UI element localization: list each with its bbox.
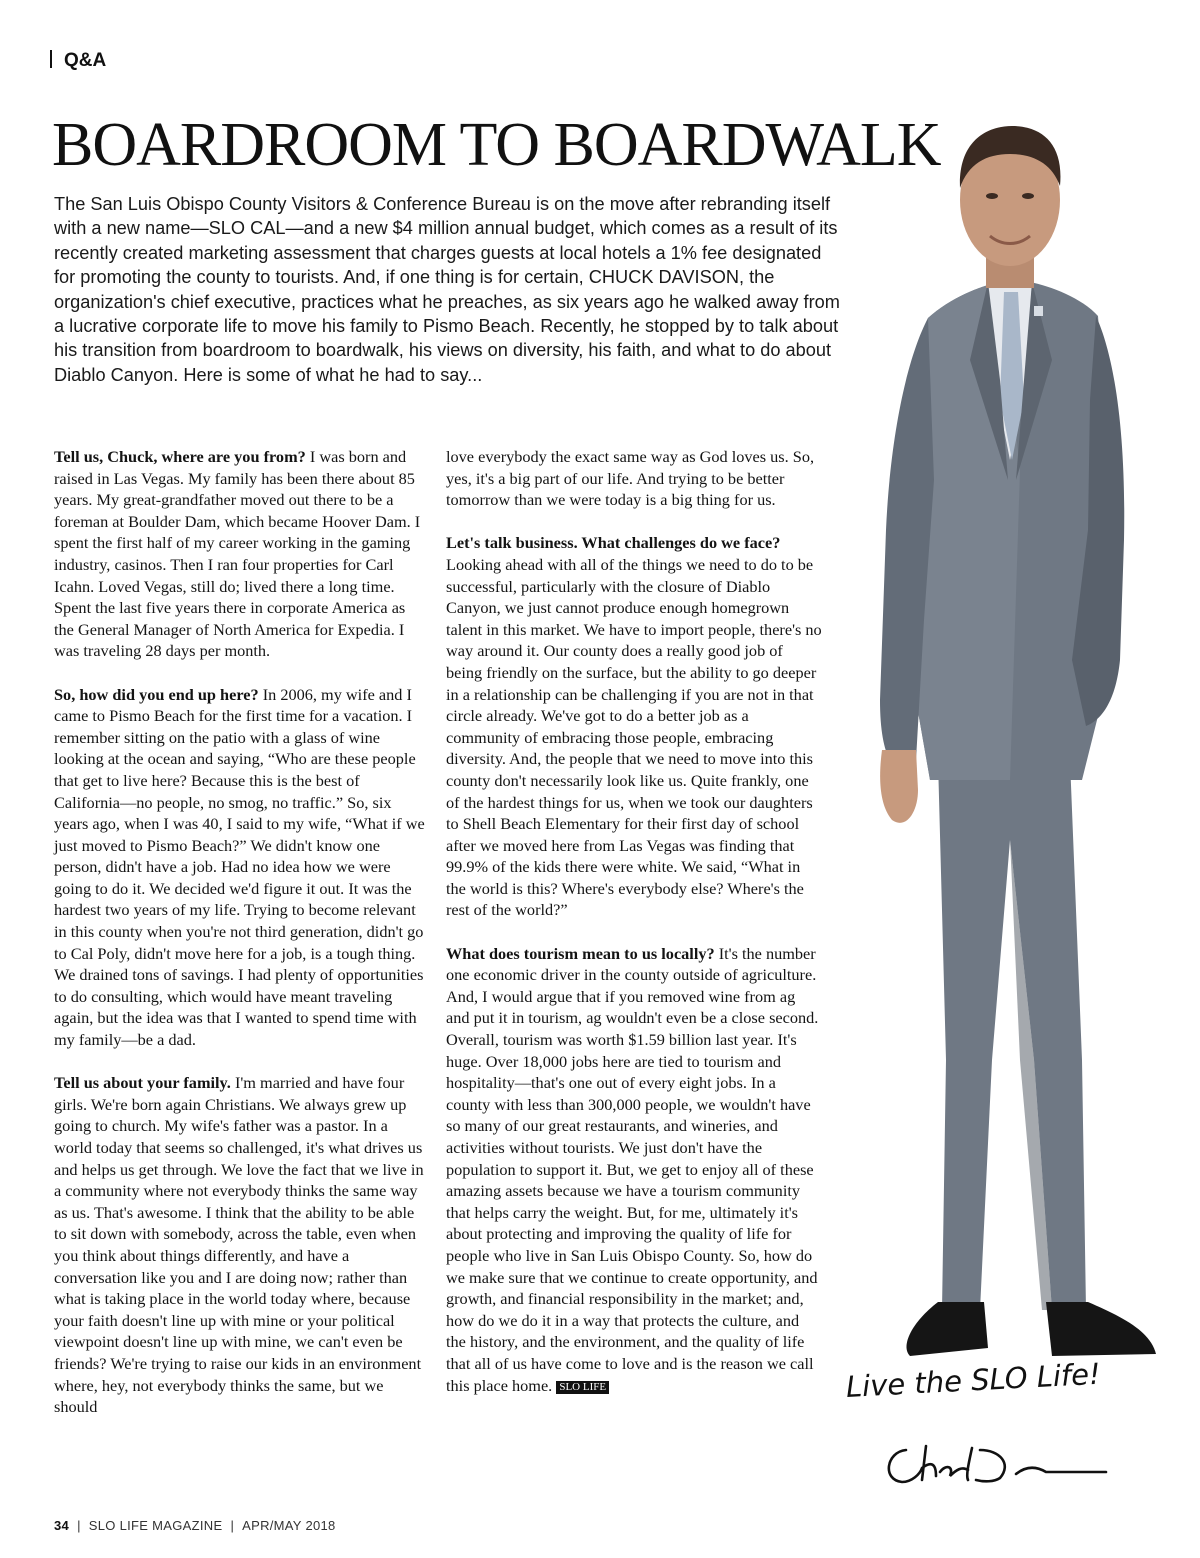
- signature: [876, 1436, 1116, 1496]
- answer: love everybody the exact same way as God loves us. So, yes, it's a big part of our life. And trying to be better tomorrow than we were today is a big thing for us.: [446, 447, 815, 510]
- section-label: [50, 50, 106, 72]
- page-footer: 34 | SLO LIFE MAGAZINE | APR/MAY 2018: [54, 1518, 336, 1533]
- answer: In 2006, my wife and I came to Pismo Beach for the first time for a vacation. I remember sitting on the patio with a glass of wine looking at the ocean and saying, “Who are these people that get to live here? Because this is the best of California—no people, no smog, no traffic.” So, six years ago, when I was 40, I said to my wife, “What if we just moved to Pismo Beach?” We didn't know one person, didn't have a job. Had no idea how we were going to do it. We decided we'd figure it out. It was the hardest two years of my life. Trying to become relevant in this county when you're not third generation, didn't go to Cal Poly, didn't move here for a job, is a tough thing. We drained tons of savings. I had plenty of opportunities to do consulting, which would have meant traveling again, but the idea was that I wanted to spend time with my family—be a dad.: [54, 684, 425, 1050]
- section-divider: [50, 50, 52, 68]
- qa-paragraph: [446, 532, 822, 921]
- question: Let's talk business. What challenges do we face?: [446, 533, 781, 553]
- answer: It's the number one economic driver in the county outside of agriculture. And, I would argue that if you removed wine from ag and put it in tourism, ag wouldn't even be a close second. Overall, tourism was worth $1.59 billion last year. It's huge. Over 18,000 jobs here are tied to tourism and hospitality—that's one out of every eight jobs. In a county with less than 300,000 people, we wouldn't have so many of our great restaurants, and wineries, and activities without tourists. We just don't have the population to support it. But, we get to enjoy all of these amazing assets because we have a tourism community that helps carry the weight. But, for me, ultimately it's about protecting and improving the quality of life for people who live in San Luis Obispo County. So, how do we make sure that we continue to create opportunity, and growth, and financial responsibility in the market; and, how do we do it in a way that protects the culture, and the history, and the environment, and the quality of life that all of us have come to love and is the reason we call this place home.: [446, 943, 819, 1395]
- qa-paragraph-continued: [446, 446, 822, 511]
- portrait-photo: [820, 60, 1180, 1430]
- section-text: Q&A: [64, 50, 107, 71]
- text-column-right: [446, 446, 822, 1418]
- question: So, how did you end up here?: [54, 684, 259, 704]
- article-title: BOARDROOM TO BOARDWALK: [52, 111, 941, 179]
- left-hand: [880, 750, 918, 823]
- magazine-name: SLO LIFE MAGAZINE: [88, 1518, 223, 1533]
- qa-paragraph: [54, 684, 426, 1051]
- left-shoe: [906, 1302, 988, 1356]
- qa-paragraph: [54, 446, 426, 662]
- qa-paragraph: [446, 943, 822, 1396]
- qa-paragraph: [54, 1072, 426, 1418]
- page-number: 34: [54, 1518, 70, 1533]
- end-mark: SLO LIFE: [556, 1381, 609, 1394]
- right-shoe: [1046, 1302, 1156, 1356]
- answer: Looking ahead with all of the things we need to do to be successful, particularly with the closure of Diablo Canyon, we just cannot produce enough homegrown talent in this market. We have to import people, there's no way around it. Our county does a really good job of being friendly on the surface, but the ability to go deeper in a relationship can be challenging if you are not in that circle already. We've got to do a better job as a community of embracing those people, embracing diversity. And, the people that we need to move into this county don't necessarily look like us. Quite frankly, one of the hardest things for us, when we took our daughters to Shell Beach Elementary for their first day of school after we moved here from Las Vegas was finding that 99.9% of the kids there were white. We said, “What in the world is this? Where's everybody else? Where's the rest of the world?”: [446, 554, 822, 920]
- article-intro: The San Luis Obispo County Visitors & Conference Bureau is on the move after rebranding itself with a new name—SLO CAL—and a new $4 million annual budget, which comes as a result of its recently created marketing assessment that charges guests at local hotels a 1% fee designated for promoting the county to tourists. And, if one thing is for certain, CHUCK DAVISON, the organization's chief executive, practices what he preaches, as six years ago he walked away from a lucrative corporate life to move his family to Pismo Beach. Recently, he stopped by to talk about his transition from boardroom to boardwalk, his views on diversity, his faith, and what to do about Diablo Canyon. Here is some of what he had to say...: [54, 194, 840, 385]
- text-column-left: [54, 446, 426, 1439]
- question: Tell us about your family.: [54, 1073, 231, 1093]
- handwritten-slogan: Live the SLO Life!: [845, 1356, 1102, 1404]
- trousers: [938, 760, 1086, 1310]
- lapel-pin: [1034, 306, 1043, 316]
- issue-date: APR/MAY 2018: [242, 1518, 336, 1533]
- answer: I'm married and have four girls. We're born again Christians. We always grew up going to church. My wife's father was a pastor. In a world today that seems so challenged, it's what drives us and helps us get through. We love the fact that we live in a community where not everybody thinks the same way as us. That's awesome. I think that the ability to be able to sit down with somebody, across the table, even when you think about things differently, and have a conversation like you and I are doing now; rather than what is taking place in the world today where, because your faith doesn't line up with mine or your political viewpoint doesn't line up with mine, we can't even be friends? We're trying to raise our kids in an environment where, hey, not everybody thinks the same, but we should: [54, 1073, 424, 1417]
- question: Tell us, Chuck, where are you from?: [54, 447, 306, 466]
- answer: I was born and raised in Las Vegas. My family has been there about 85 years. My great-grandfather moved out there to be a foreman at Boulder Dam, which became Hoover Dam. I spent the first half of my career working in the gaming industry, casinos. Then I ran four properties for Carl Icahn. Loved Vegas, still do; lived there a long time. Spent the last five years there in corporate America as the General Manager of North America for Expedia. I was traveling 28 days per month.: [54, 447, 421, 661]
- question: What does tourism mean to us locally?: [446, 943, 715, 963]
